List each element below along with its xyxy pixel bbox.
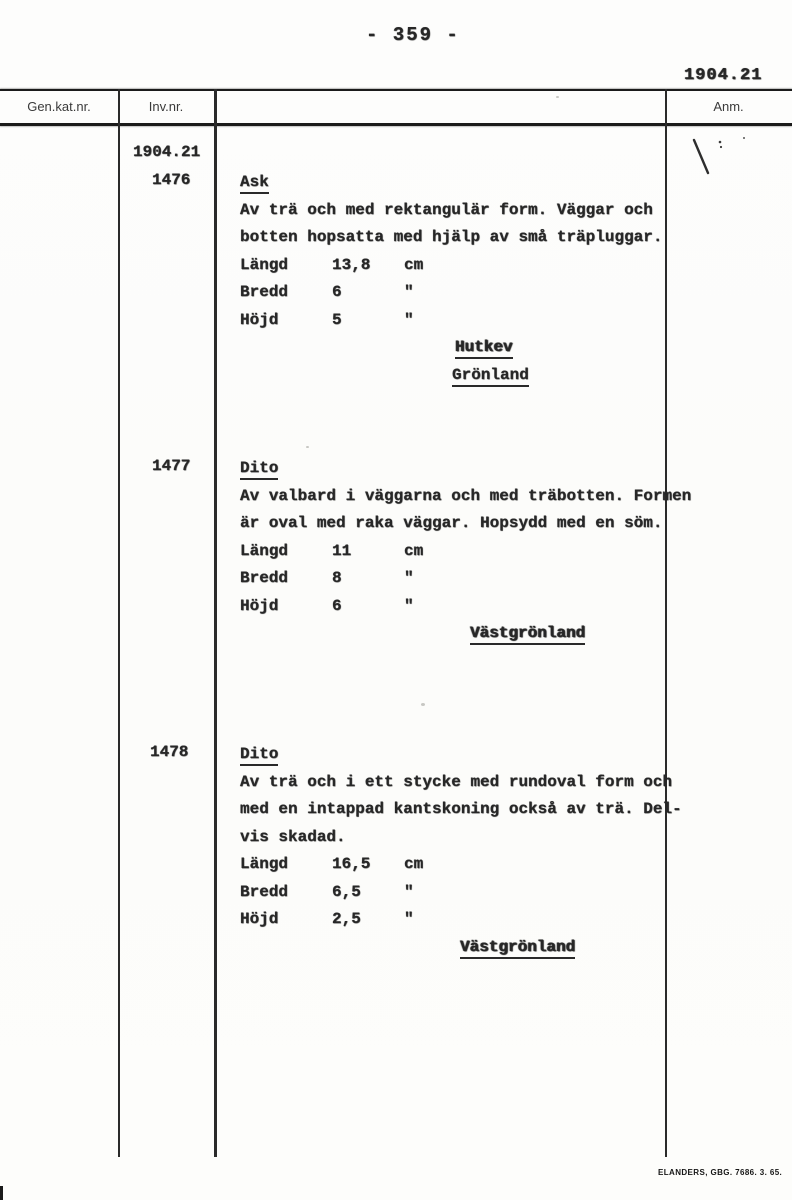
column-header-gen-kat-nr: Gen.kat.nr. <box>27 99 91 114</box>
measurement-unit: " <box>404 310 414 329</box>
column-divider-genkat-inv <box>118 89 120 1157</box>
measurement-label: Bredd <box>240 882 289 901</box>
measurement-value: 2,5 <box>332 910 361 928</box>
provenance-line <box>240 620 691 648</box>
provenance-region: Grönland <box>452 366 529 387</box>
description-line: Av valbard i väggarna och med träbotten. Formen <box>240 486 692 505</box>
inventory-number: 1478 <box>150 743 189 761</box>
provenance-region: Västgrönland <box>460 938 575 959</box>
entry-title-line <box>240 169 662 197</box>
provenance-line <box>240 362 662 390</box>
measurement-unit: cm <box>404 855 424 873</box>
measurement-label: Höjd <box>240 310 279 329</box>
measurement-row <box>240 593 691 621</box>
provenance-line <box>240 334 662 362</box>
description-line: Av trä och i ett stycke med rundoval form och <box>240 772 673 791</box>
measurement-value: 5 <box>332 310 342 329</box>
paper-speck <box>421 703 425 706</box>
provenance-place: Hutkev <box>455 338 513 359</box>
measurement-value: 6 <box>332 596 342 615</box>
measurement-unit: cm <box>404 255 424 274</box>
scan-edge-artifact <box>0 1186 3 1200</box>
entry-1478 <box>240 741 682 961</box>
measurement-label: Bredd <box>240 283 289 301</box>
inventory-number: 1476 <box>152 171 191 189</box>
measurement-label: Längd <box>240 541 289 560</box>
measurement-row <box>240 851 682 879</box>
column-header-inv-nr: Inv.nr. <box>148 99 184 114</box>
description-line: Av trä och med rektangulär form. Väggar och <box>240 200 653 219</box>
measurement-row <box>240 538 691 566</box>
entry-1476 <box>240 169 662 389</box>
measurement-row <box>240 879 682 907</box>
entry-1477 <box>240 455 691 648</box>
column-divider-inv-description <box>214 89 217 1157</box>
paper-speck <box>306 446 309 448</box>
column-header-anm: Anm. <box>713 99 744 114</box>
provenance-line <box>240 934 682 962</box>
measurement-unit: " <box>404 569 414 587</box>
measurement-row <box>240 279 662 307</box>
description-line: vis skadad. <box>240 827 346 846</box>
handwritten-check-mark <box>660 128 780 188</box>
measurement-value: 8 <box>332 569 342 587</box>
measurement-value: 6,5 <box>332 882 361 901</box>
entry-title: Dito <box>240 459 278 480</box>
entry-title: Ask <box>240 173 269 194</box>
measurement-unit: " <box>404 882 414 901</box>
measurement-row <box>240 307 662 335</box>
page-number: - 359 - <box>366 24 460 46</box>
measurement-label: Längd <box>240 855 289 873</box>
description-line: botten hopsatta med hjälp av små träpluggar. <box>240 228 663 246</box>
measurement-value: 16,5 <box>332 855 371 873</box>
measurement-unit: cm <box>404 541 424 560</box>
measurement-value: 6 <box>332 283 342 301</box>
measurement-row <box>240 906 682 934</box>
inventory-number: 1477 <box>152 457 191 475</box>
entry-title-line <box>240 741 682 769</box>
measurement-label: Höjd <box>240 596 279 615</box>
measurement-label: Höjd <box>240 910 279 928</box>
measurement-label: Längd <box>240 255 289 274</box>
year-reference: 1904.21 <box>684 66 763 85</box>
printer-mark: ELANDERS, GBG. 7686. 3. 65. <box>658 1168 783 1177</box>
provenance-region: Västgrönland <box>470 624 585 645</box>
measurement-row <box>240 252 662 280</box>
measurement-unit: " <box>404 596 414 615</box>
measurement-row <box>240 565 691 593</box>
measurement-value: 13,8 <box>332 255 371 274</box>
entry-title-line <box>240 455 691 483</box>
measurement-value: 11 <box>332 541 352 560</box>
description-line: är oval med raka väggar. Hopsydd med en söm. <box>240 514 663 532</box>
entry-title: Dito <box>240 745 278 766</box>
description-line: med en intappad kantskoning också av trä. Del- <box>240 800 682 818</box>
catalog-group-number: 1904.21 <box>133 143 201 161</box>
paper-speck <box>556 96 559 98</box>
measurement-label: Bredd <box>240 569 289 587</box>
measurement-unit: " <box>404 910 414 928</box>
measurement-unit: " <box>404 283 414 301</box>
